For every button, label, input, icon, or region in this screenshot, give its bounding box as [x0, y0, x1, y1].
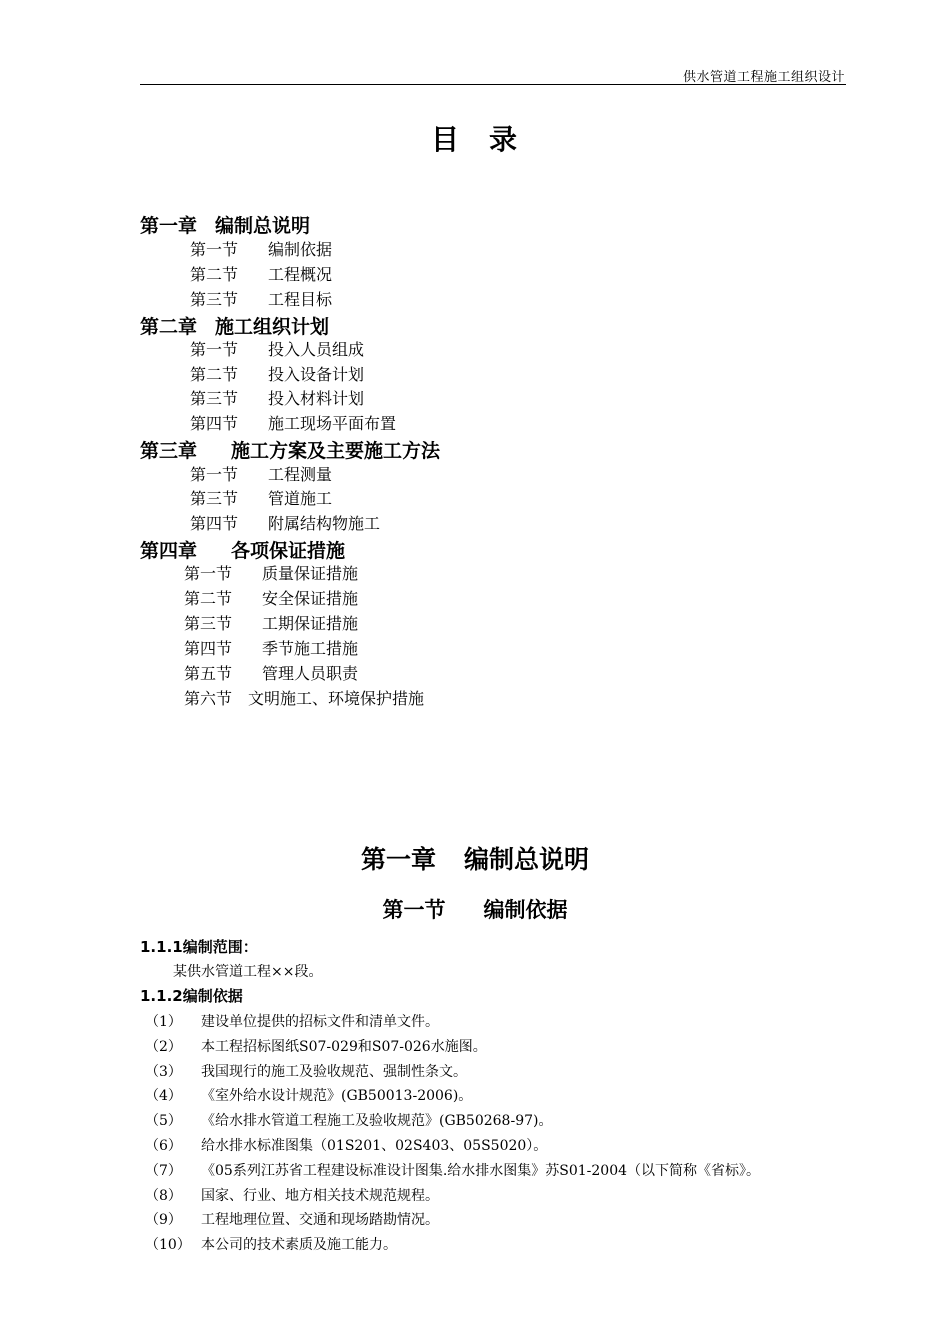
toc-section-entry	[190, 362, 364, 385]
toc-section-title: 工程测量	[268, 465, 333, 484]
toc-section-title: 文明施工、环境保护措施	[248, 689, 425, 708]
list-item	[145, 1185, 439, 1205]
toc-section-title: 工程目标	[268, 290, 333, 309]
list-item	[145, 1011, 439, 1031]
toc-section-title: 季节施工措施	[262, 639, 359, 658]
list-item	[145, 1036, 487, 1056]
toc-section-label: 第三节	[184, 614, 233, 633]
list-item-number: （4）	[145, 1088, 182, 1105]
toc-section-entry	[190, 337, 364, 360]
toc-section-title: 管理人员职责	[262, 664, 359, 683]
toc-title	[0, 118, 950, 158]
section-label: 第一节	[382, 898, 446, 922]
toc-chapter-label: 第二章	[140, 316, 198, 338]
section-title: 编制依据	[483, 898, 568, 922]
list-item-number: （1）	[145, 1014, 182, 1030]
toc-chapter-title: 施工组织计划	[215, 316, 330, 338]
toc-section-title: 安全保证措施	[262, 589, 359, 608]
toc-section-label: 第四节	[190, 514, 239, 533]
toc-section-label: 第二节	[184, 589, 233, 608]
list-item	[145, 1085, 472, 1105]
toc-chapter-entry	[140, 436, 440, 463]
toc-title-part-a: 目	[430, 123, 461, 156]
toc-section-label: 第二节	[190, 365, 239, 384]
chapter-title: 编制总说明	[464, 845, 590, 874]
chapter-label: 第一章	[360, 845, 436, 874]
toc-section-entry	[190, 287, 332, 310]
toc-section-label: 第二节	[190, 265, 239, 284]
toc-section-label: 第三节	[190, 290, 239, 309]
list-item	[145, 1135, 547, 1155]
toc-section-entry	[184, 586, 358, 609]
list-item-text: 《室外给水设计规范》(GB50013-2006)。	[201, 1088, 473, 1105]
list-item	[145, 1160, 760, 1180]
toc-section-label: 第一节	[190, 465, 239, 484]
list-item	[145, 1209, 439, 1229]
toc-section-title: 管道施工	[268, 489, 333, 508]
list-item-number: （5）	[145, 1113, 182, 1130]
toc-section-title: 工期保证措施	[262, 614, 359, 633]
list-item-number: （3）	[145, 1063, 182, 1080]
toc-section-title: 施工现场平面布置	[268, 414, 397, 433]
toc-section-entry	[190, 237, 332, 260]
toc-section-entry	[184, 561, 358, 584]
toc-section-title: 附属结构物施工	[268, 514, 381, 533]
toc-section-title: 投入材料计划	[268, 389, 365, 408]
toc-section-entry	[190, 262, 332, 285]
toc-chapter-title: 施工方案及主要施工方法	[231, 440, 441, 462]
toc-section-title: 工程概况	[268, 265, 333, 284]
toc-section-label: 第三节	[190, 489, 239, 508]
toc-section-entry	[184, 686, 424, 709]
list-item-text: 本公司的技术素质及施工能力。	[201, 1237, 397, 1254]
list-item-text: 国家、行业、地方相关技术规范规程。	[201, 1187, 439, 1204]
toc-section-title: 编制依据	[268, 240, 333, 259]
toc-section-entry	[184, 661, 358, 684]
list-item-number: （8）	[145, 1187, 182, 1204]
list-item-text: 给水排水标准图集（01S201、02S403、05S5020）。	[201, 1138, 548, 1154]
toc-section-entry	[190, 511, 380, 534]
toc-section-entry	[190, 386, 364, 409]
toc-section-label: 第一节	[184, 564, 233, 583]
toc-section-label: 第一节	[190, 240, 239, 259]
toc-section-label: 第六节	[184, 689, 233, 708]
toc-chapter-entry	[140, 312, 329, 339]
toc-section-title: 投入设备计划	[268, 365, 365, 384]
toc-title-part-b: 录	[489, 123, 520, 156]
section-heading	[0, 894, 950, 924]
subsection-heading-basis: 1.1.2编制依据	[140, 987, 243, 1005]
toc-section-label: 第三节	[190, 389, 239, 408]
page-header-title: 供水管道工程施工组织设计	[682, 70, 845, 85]
list-item-text: 我国现行的施工及验收规范、强制性条文。	[201, 1063, 467, 1080]
list-item-number: （6）	[145, 1138, 182, 1154]
toc-chapter-title: 各项保证措施	[231, 540, 346, 562]
toc-section-label: 第一节	[190, 340, 239, 359]
toc-section-entry	[184, 611, 358, 634]
scope-text: 某供水管道工程××段。	[173, 964, 323, 980]
list-item-text: 《给水排水管道工程施工及验收规范》(GB50268-97)。	[201, 1113, 553, 1130]
list-item-number: （9）	[145, 1212, 182, 1229]
toc-section-entry	[190, 486, 332, 509]
list-item-text: 《05系列江苏省工程建设标准设计图集.给水排水图集》苏S01-2004（以下简称《省标》。	[201, 1162, 761, 1179]
subsection-heading-scope: 1.1.1编制范围：	[140, 938, 258, 956]
toc-section-title: 投入人员组成	[268, 340, 365, 359]
list-item-text: 工程地理位置、交通和现场踏勘情况。	[201, 1212, 439, 1229]
toc-section-entry	[190, 462, 332, 485]
toc-chapter-label: 第一章	[140, 215, 198, 237]
toc-section-label: 第五节	[184, 664, 233, 683]
toc-section-title: 质量保证措施	[262, 564, 359, 583]
toc-section-entry	[184, 636, 358, 659]
header-rule	[140, 84, 846, 85]
list-item	[145, 1234, 397, 1254]
list-item-number: （7）	[145, 1162, 182, 1179]
list-item	[145, 1061, 467, 1081]
list-item-number: （10）	[145, 1237, 191, 1254]
list-item-text: 本工程招标图纸S07-029和S07-026水施图。	[201, 1038, 487, 1055]
toc-chapter-entry	[140, 536, 345, 563]
list-item	[145, 1110, 552, 1130]
toc-section-label: 第四节	[190, 414, 239, 433]
toc-chapter-entry	[140, 211, 310, 238]
toc-section-entry	[190, 411, 396, 434]
toc-chapter-label: 第四章	[140, 540, 198, 562]
toc-section-label: 第四节	[184, 639, 233, 658]
list-item-number: （2）	[145, 1038, 182, 1055]
list-item-text: 建设单位提供的招标文件和清单文件。	[201, 1014, 439, 1030]
toc-chapter-label: 第三章	[140, 440, 198, 462]
chapter-heading	[0, 840, 950, 876]
toc-chapter-title: 编制总说明	[215, 215, 311, 237]
